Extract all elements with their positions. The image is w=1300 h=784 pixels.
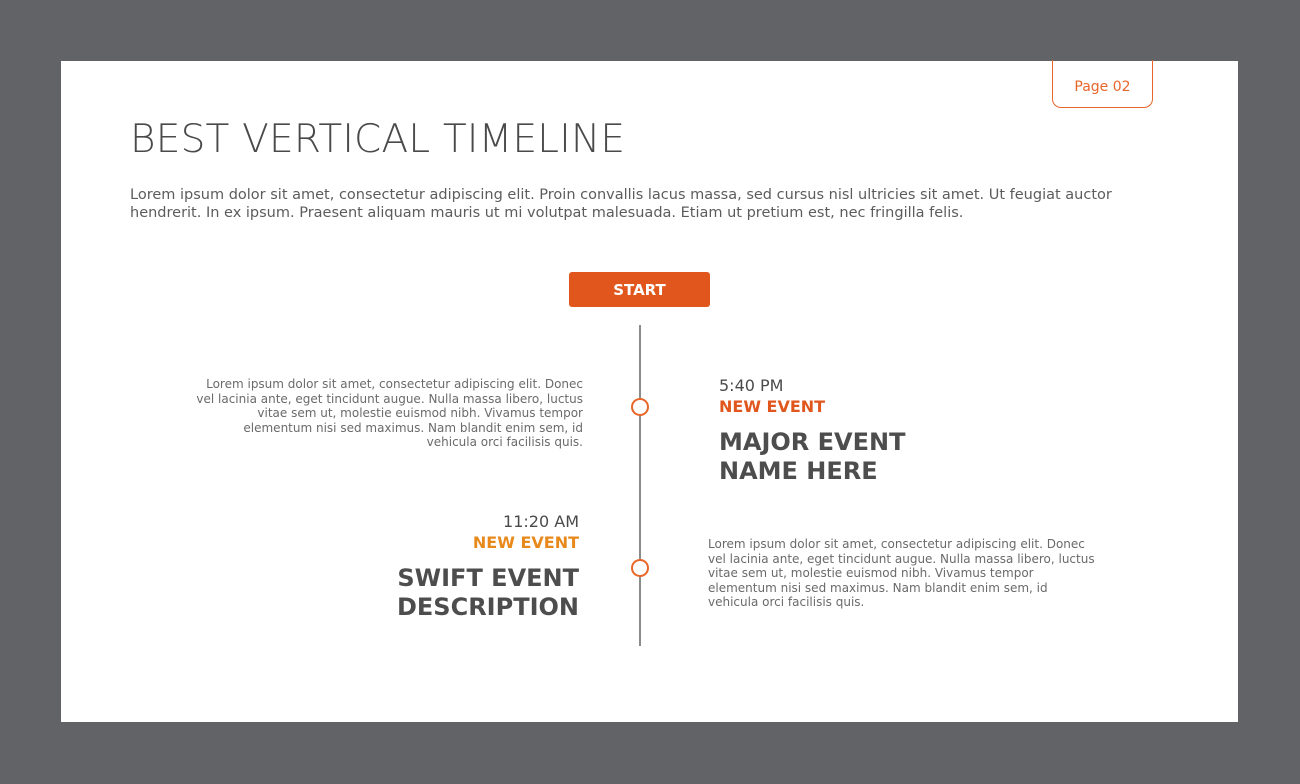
timeline-marker-1 [631,398,649,416]
event-2-name-line-1: SWIFT EVENT [397,564,579,592]
start-label-box [569,272,710,307]
event-2-name-line-2: DESCRIPTION [396,593,579,621]
slide-card [61,61,1238,722]
event-1-label: NEW EVENT [719,397,826,416]
page-number-tab [1052,60,1153,108]
start-label: START [613,280,666,299]
event-2-time: 11:20 AM [503,512,579,531]
event-1-name [719,428,1059,486]
page-number-label: Page 02 [1074,78,1131,95]
event-1-time: 5:40 PM [719,376,784,395]
event-2-name [239,564,579,622]
page-title: BEST VERTICAL TIMELINE [130,117,626,162]
event-1-description: Lorem ipsum dolor sit amet, consectetur adipiscing elit. Donec vel lacinia ante, eget tincidunt augue. Nulla massa libero, luctus vitae sem ut, molestie euismod nibh. Vivamus tempor elementum nisi sed maximus. Nam blandit enim sem, id vehicula orci facilisis quis. [196,377,583,449]
event-2-label: NEW EVENT [472,533,579,552]
event-1-name-line-2: NAME HERE [719,457,878,485]
event-2-block [239,511,579,622]
event-1-name-line-1: MAJOR EVENT [719,428,906,456]
timeline-marker-2 [631,559,649,577]
event-2-description: Lorem ipsum dolor sit amet, consectetur adipiscing elit. Donec vel lacinia ante, eget tincidunt augue. Nulla massa libero, luctus vitae sem ut, molestie euismod nibh. Vivamus tempor elementum nisi sed maximus. Nam blandit enim sem, id vehicula orci facilisis quis. [708,537,1095,609]
intro-paragraph: Lorem ipsum dolor sit amet, consectetur adipiscing elit. Proin convallis lacus massa, sed cursus nisl ultricies sit amet. Ut feugiat auctor hendrerit. In ex ipsum. Praesent aliquam mauris ut mi volutpat malesuada. Etiam ut pretium est, nec fringilla felis. [130,187,1112,221]
event-1-block [719,375,1059,486]
timeline-axis-line [639,325,641,646]
